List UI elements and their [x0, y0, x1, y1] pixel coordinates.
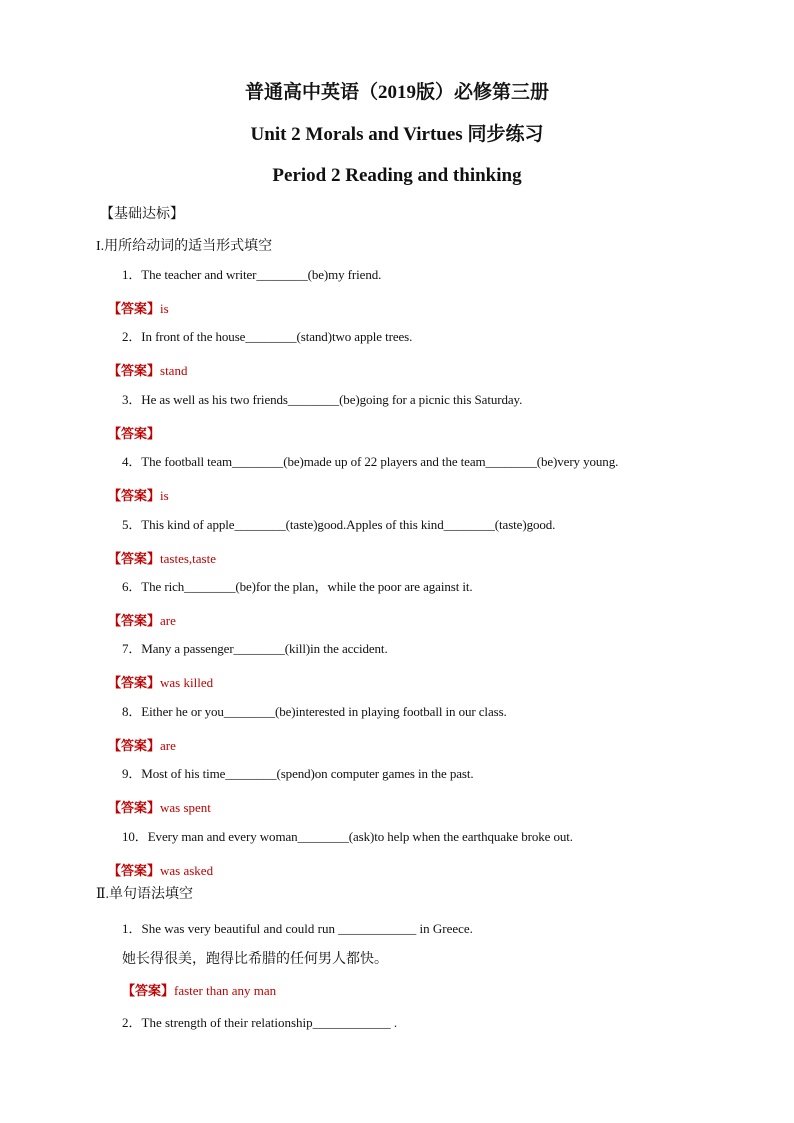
question-6: 6．The rich________(be)for the plan，while the poor are against it. — [122, 579, 473, 594]
question-7: 7．Many a passenger________(kill)in the accident. — [122, 641, 388, 656]
question-3: 3．He as well as his two friends________(be)going for a picnic this Saturday. — [122, 392, 523, 407]
answer-5 — [108, 548, 216, 567]
answer-tag: 【答案】 — [108, 739, 161, 754]
period-title: Period 2 Reading and thinking — [272, 165, 522, 186]
answer-value: was spent — [160, 800, 211, 815]
answer-value: faster than any man — [174, 983, 277, 998]
question-2: 2．In front of the house________(stand)two apple trees. — [122, 329, 413, 344]
answer-tag: 【答案】 — [108, 489, 161, 504]
answer-6 — [108, 610, 176, 629]
answer-tag: 【答案】 — [108, 302, 161, 317]
part1-heading: I.用所给动词的适当形式填空 — [96, 239, 273, 254]
part2-heading: Ⅱ.单句语法填空 — [96, 887, 194, 902]
unit-title: Unit 2 Morals and Virtues 同步练习 — [250, 124, 544, 145]
answer-value: was asked — [160, 863, 214, 878]
answer-1 — [108, 298, 169, 317]
question-8: 8．Either he or you________(be)interested in playing football in our class. — [122, 704, 507, 719]
question-9: 9．Most of his time________(spend)on computer games in the past. — [122, 766, 474, 781]
answer-2 — [108, 360, 187, 379]
answer-tag: 【答案】 — [122, 984, 175, 999]
answer-tag: 【答案】 — [108, 864, 161, 879]
answer-tag: 【答案】 — [108, 801, 161, 816]
answer-tag: 【答案】 — [108, 427, 161, 442]
question-5: 5．This kind of apple________(taste)good.Apples of this kind________(taste)good. — [122, 517, 556, 532]
answer-value: is — [160, 488, 169, 503]
answer-7 — [108, 672, 213, 691]
section-label: 【基础达标】 — [100, 207, 184, 222]
answer-tag: 【答案】 — [108, 364, 161, 379]
answer-10 — [108, 860, 213, 879]
question-10: 10．Every man and every woman________(ask)to help when the earthquake broke out. — [122, 829, 573, 844]
answer-value: is — [160, 301, 169, 316]
answer-tag: 【答案】 — [108, 552, 161, 567]
answer-value: are — [160, 613, 176, 628]
answer-tag: 【答案】 — [108, 614, 161, 629]
answer-value: are — [160, 738, 176, 753]
part2-question-1-chinese: 她长得很美，跑得比希腊的任何男人都快。 — [122, 951, 388, 967]
part2-question-1: 1．She was very beautiful and could run ____________ in Greece. — [122, 921, 473, 936]
part2-answer-1 — [122, 980, 276, 999]
answer-value: stand — [160, 363, 188, 378]
answer-9 — [108, 797, 211, 816]
answer-tag: 【答案】 — [108, 676, 161, 691]
answer-value: was killed — [160, 675, 214, 690]
answer-3 — [108, 423, 160, 442]
question-1: 1．The teacher and writer________(be)my friend. — [122, 267, 382, 282]
answer-8 — [108, 735, 176, 754]
document-title: 普通高中英语（2019版）必修第三册 — [244, 82, 549, 103]
part2-question-2: 2．The strength of their relationship____________ . — [122, 1015, 398, 1030]
question-4: 4．The football team________(be)made up of 22 players and the team________(be)very young. — [122, 454, 619, 469]
answer-4 — [108, 485, 169, 504]
answer-value: tastes,taste — [160, 551, 216, 566]
